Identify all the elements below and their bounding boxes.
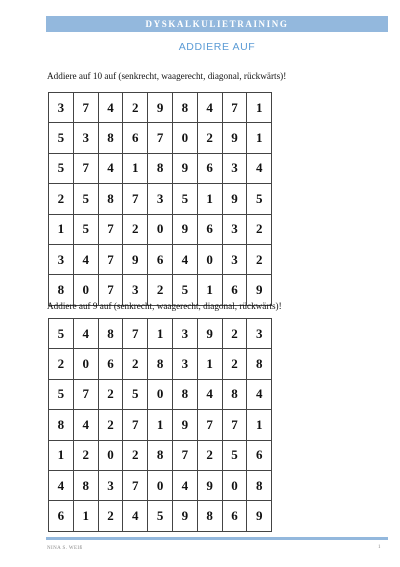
grid-cell: 5: [247, 184, 272, 214]
grid-cell: 6: [148, 244, 173, 274]
grid-cell: 6: [197, 153, 222, 183]
grid-cell: 2: [123, 93, 148, 123]
grid-cell: 8: [148, 440, 173, 470]
grid-cell: 4: [247, 379, 272, 409]
grid-cell: 7: [148, 123, 173, 153]
grid-cell: 4: [123, 501, 148, 531]
exercise-1-instruction: Addiere auf 10 auf (senkrecht, waagerecht, diagonal, rückwärts)!: [47, 71, 287, 81]
grid-cell: 4: [49, 470, 74, 500]
grid-cell: 1: [49, 214, 74, 244]
grid-cell: 9: [148, 93, 173, 123]
grid-cell: 6: [222, 501, 247, 531]
header-title: DYSKALKULIETRAINING: [145, 19, 289, 29]
grid-cell: 5: [73, 214, 98, 244]
grid-cell: 2: [222, 349, 247, 379]
exercise-1-number-grid: [48, 92, 272, 306]
grid-cell: 1: [49, 440, 74, 470]
grid-cell: 2: [197, 123, 222, 153]
grid-cell: 6: [98, 349, 123, 379]
grid-row: [49, 379, 272, 409]
grid-cell: 2: [123, 349, 148, 379]
grid-cell: 2: [197, 440, 222, 470]
grid-cell: 1: [247, 93, 272, 123]
grid-cell: 0: [73, 275, 98, 305]
grid-cell: 4: [247, 153, 272, 183]
grid-cell: 3: [123, 275, 148, 305]
grid-cell: 5: [148, 501, 173, 531]
grid-cell: 6: [49, 501, 74, 531]
grid-cell: 3: [172, 319, 197, 349]
grid-cell: 3: [73, 123, 98, 153]
grid-cell: 2: [73, 440, 98, 470]
grid-cell: 4: [172, 244, 197, 274]
grid-cell: 8: [172, 379, 197, 409]
grid-cell: 7: [222, 93, 247, 123]
grid-cell: 2: [123, 214, 148, 244]
grid-cell: 7: [222, 410, 247, 440]
grid-cell: 0: [98, 440, 123, 470]
grid-cell: 7: [73, 153, 98, 183]
grid-cell: 7: [197, 410, 222, 440]
grid-cell: 1: [247, 123, 272, 153]
grid-row: [49, 184, 272, 214]
grid-cell: 7: [98, 214, 123, 244]
exercise-2-instruction: Addiere auf 9 auf (senkrecht, waagerecht, diagonal, rückwärts)!: [47, 301, 282, 311]
grid-cell: 2: [98, 410, 123, 440]
grid-cell: 7: [123, 184, 148, 214]
grid-cell: 5: [172, 275, 197, 305]
grid-cell: 5: [222, 440, 247, 470]
grid-cell: 2: [148, 275, 173, 305]
grid-cell: 1: [197, 275, 222, 305]
grid-row: [49, 93, 272, 123]
grid-cell: 8: [49, 275, 74, 305]
grid-row: [49, 123, 272, 153]
grid-cell: 5: [49, 123, 74, 153]
grid-row: [49, 470, 272, 500]
grid-row: [49, 501, 272, 531]
grid-cell: 1: [197, 184, 222, 214]
grid-cell: 4: [98, 153, 123, 183]
grid-cell: 7: [172, 440, 197, 470]
grid-cell: 8: [197, 501, 222, 531]
grid-cell: 7: [73, 93, 98, 123]
grid-cell: 0: [148, 379, 173, 409]
grid-cell: 1: [197, 349, 222, 379]
grid-cell: 8: [172, 93, 197, 123]
grid-cell: 4: [73, 410, 98, 440]
grid-cell: 9: [247, 275, 272, 305]
grid-cell: 0: [73, 349, 98, 379]
grid-cell: 9: [172, 501, 197, 531]
exercise-2-number-grid: [48, 318, 272, 532]
grid-row: [49, 153, 272, 183]
grid-cell: 3: [98, 470, 123, 500]
grid-cell: 8: [148, 349, 173, 379]
header-band: [46, 16, 388, 32]
grid-cell: 8: [49, 410, 74, 440]
grid-cell: 3: [247, 319, 272, 349]
grid-cell: 7: [123, 319, 148, 349]
grid-cell: 1: [123, 153, 148, 183]
grid-cell: 3: [222, 214, 247, 244]
grid-cell: 5: [172, 184, 197, 214]
grid-cell: 3: [148, 184, 173, 214]
grid-cell: 0: [148, 470, 173, 500]
grid-cell: 7: [123, 470, 148, 500]
grid-cell: 2: [98, 379, 123, 409]
grid-cell: 1: [247, 410, 272, 440]
grid-cell: 9: [172, 214, 197, 244]
grid-cell: 8: [98, 319, 123, 349]
grid-cell: 5: [49, 379, 74, 409]
grid-cell: 7: [98, 275, 123, 305]
grid-cell: 4: [98, 93, 123, 123]
grid-cell: 4: [172, 470, 197, 500]
grid-cell: 8: [247, 470, 272, 500]
grid-cell: 9: [247, 501, 272, 531]
footer-author: NINA S. WEIß: [47, 546, 83, 551]
grid-cell: 2: [247, 214, 272, 244]
grid-cell: 7: [98, 244, 123, 274]
grid-cell: 2: [247, 244, 272, 274]
grid-cell: 8: [247, 349, 272, 379]
grid-row: [49, 244, 272, 274]
grid-row: [49, 214, 272, 244]
grid-row: [49, 319, 272, 349]
grid-cell: 4: [197, 93, 222, 123]
grid-cell: 1: [73, 501, 98, 531]
footer-rule: [46, 537, 388, 540]
grid-cell: 1: [148, 410, 173, 440]
grid-cell: 2: [123, 440, 148, 470]
grid-cell: 9: [222, 123, 247, 153]
grid-row: [49, 410, 272, 440]
page-subtitle: ADDIERE AUF: [178, 41, 256, 53]
grid-cell: 4: [73, 319, 98, 349]
grid-cell: 0: [222, 470, 247, 500]
grid-cell: 8: [148, 153, 173, 183]
grid-cell: 3: [49, 93, 74, 123]
grid-cell: 6: [247, 440, 272, 470]
grid-cell: 5: [123, 379, 148, 409]
grid-cell: 3: [172, 349, 197, 379]
grid-cell: 8: [98, 184, 123, 214]
grid-cell: 0: [197, 244, 222, 274]
grid-row: [49, 349, 272, 379]
grid-cell: 9: [172, 153, 197, 183]
grid-cell: 6: [197, 214, 222, 244]
grid-cell: 7: [123, 410, 148, 440]
grid-cell: 3: [222, 153, 247, 183]
grid-cell: 4: [197, 379, 222, 409]
grid-cell: 1: [148, 319, 173, 349]
grid-cell: 6: [222, 275, 247, 305]
grid-cell: 2: [98, 501, 123, 531]
grid-cell: 9: [123, 244, 148, 274]
grid-cell: 5: [49, 319, 74, 349]
grid-cell: 9: [222, 184, 247, 214]
grid-cell: 7: [73, 379, 98, 409]
grid-cell: 8: [98, 123, 123, 153]
grid-cell: 4: [73, 244, 98, 274]
grid-cell: 6: [123, 123, 148, 153]
grid-cell: 8: [73, 470, 98, 500]
grid-cell: 3: [49, 244, 74, 274]
grid-row: [49, 440, 272, 470]
footer-page-number: 1: [378, 545, 381, 550]
grid-cell: 8: [222, 379, 247, 409]
grid-cell: 0: [148, 214, 173, 244]
grid-cell: 5: [73, 184, 98, 214]
grid-cell: 2: [49, 184, 74, 214]
grid-cell: 3: [222, 244, 247, 274]
grid-cell: 9: [197, 319, 222, 349]
grid-cell: 9: [172, 410, 197, 440]
grid-cell: 5: [49, 153, 74, 183]
grid-cell: 0: [172, 123, 197, 153]
grid-cell: 9: [197, 470, 222, 500]
grid-cell: 2: [49, 349, 74, 379]
grid-cell: 2: [222, 319, 247, 349]
